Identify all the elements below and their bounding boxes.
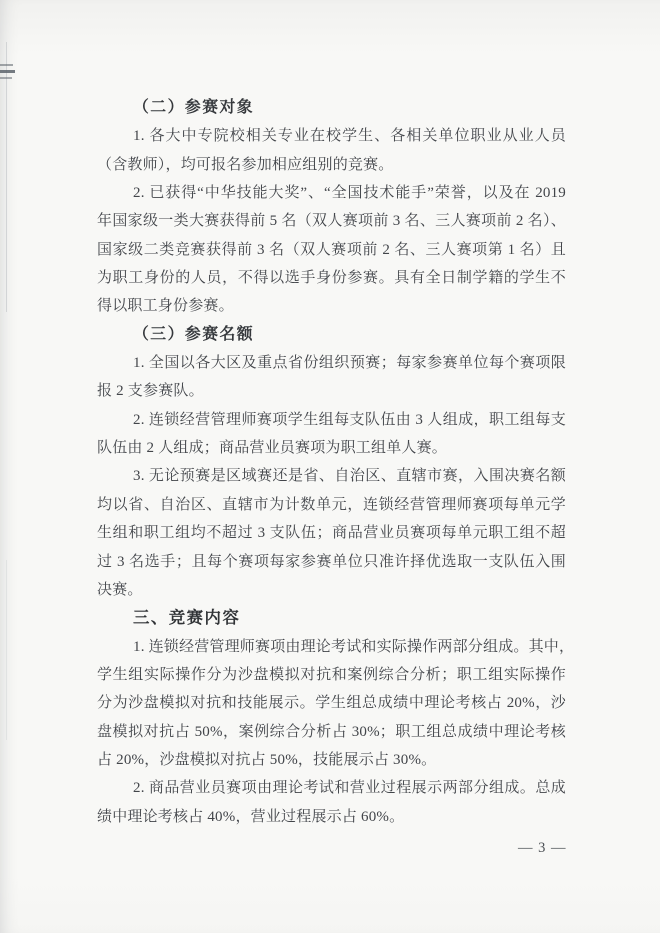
paragraph — [97, 633, 575, 775]
text-line: 分为沙盘模拟对抗和技能展示。学生组总成绩中理论考核占 20%，沙 — [97, 695, 566, 712]
text-line: 决赛。 — [97, 581, 143, 598]
scan-dash — [0, 77, 12, 79]
text-line: 年国家级一类大赛获得前 5 名（双人赛项前 3 名、三人赛项前 2 名）、 — [97, 213, 566, 230]
paragraph — [97, 406, 566, 463]
paragraph — [97, 349, 566, 406]
text-line: 均以省、自治区、直辖市为计数单元，连锁经营管理师赛项每单元学 — [97, 496, 566, 513]
text-line: 2. 已获得“中华技能大奖”、“全国技术能手”荣誉，以及在 2019 — [133, 185, 566, 202]
text-line: 三、竞赛内容 — [133, 609, 241, 628]
section-heading — [97, 321, 566, 349]
paragraph — [97, 122, 566, 179]
text-line: 3. 无论预赛是区域赛还是省、自治区、直辖市赛，入围决赛名额 — [133, 468, 566, 485]
paragraph — [97, 179, 566, 321]
text-line: 学生组实际操作分为沙盘模拟对抗和案例综合分析；职工组实际操作 — [97, 666, 566, 683]
scan-edge-line-lower — [6, 560, 7, 740]
text-line: 报 2 支参赛队。 — [97, 383, 204, 400]
scan-artifact-marks — [0, 64, 16, 84]
text-line: （二）参赛对象 — [133, 99, 255, 116]
scan-dash — [0, 70, 15, 73]
text-line: 得以职工身份参赛。 — [97, 298, 234, 315]
paragraph — [97, 462, 566, 604]
page-number: — 3 — — [518, 840, 567, 856]
text-line: （含教师），均可报名参加相应组别的竞赛。 — [97, 156, 394, 173]
text-line: 2. 连锁经营管理师赛项学生组每支队伍由 3 人组成，职工组每支 — [133, 411, 566, 428]
text-line: 绩中理论考核占 40%，营业过程展示占 60%。 — [97, 808, 405, 825]
paragraph — [97, 774, 566, 831]
text-line: 为职工身份的人员，不得以选手身份参赛。具有全日制学籍的学生不 — [97, 270, 566, 287]
section-heading — [97, 604, 566, 632]
text-line: 盘模拟对抗占 50%，案例综合分析占 30%；职工组总成绩中理论考核 — [97, 723, 566, 740]
document-body — [97, 94, 575, 831]
text-line: 1. 连锁经营管理师赛项由理论考试和实际操作两部分组成。其中， — [133, 638, 575, 655]
scan-dash — [0, 64, 13, 66]
text-line: 占 20%，沙盘模拟对抗占 50%，技能展示占 30%。 — [97, 751, 437, 768]
text-line: 1. 全国以各大区及重点省份组织预赛；每家参赛单位每个赛项限 — [133, 355, 566, 372]
text-line: 国家级二类竞赛获得前 3 名（双人赛项前 2 名、三人赛项第 1 名）且 — [97, 241, 566, 258]
section-heading — [97, 94, 566, 122]
text-line: 2. 商品营业员赛项由理论考试和营业过程展示两部分组成。总成 — [133, 780, 566, 797]
text-line: 过 3 名选手；且每个赛项每家参赛单位只准许择优选取一支队伍入围 — [97, 553, 566, 570]
text-line: （三）参赛名额 — [133, 325, 255, 343]
text-line: 队伍由 2 人组成；商品营业员赛项为职工组单人赛。 — [97, 440, 448, 457]
text-line: 1. 各大中专院校相关专业在校学生、各相关单位职业从业人员 — [133, 128, 566, 145]
text-line: 生组和职工组均不超过 3 支队伍；商品营业员赛项每单元职工组不超 — [97, 525, 566, 542]
